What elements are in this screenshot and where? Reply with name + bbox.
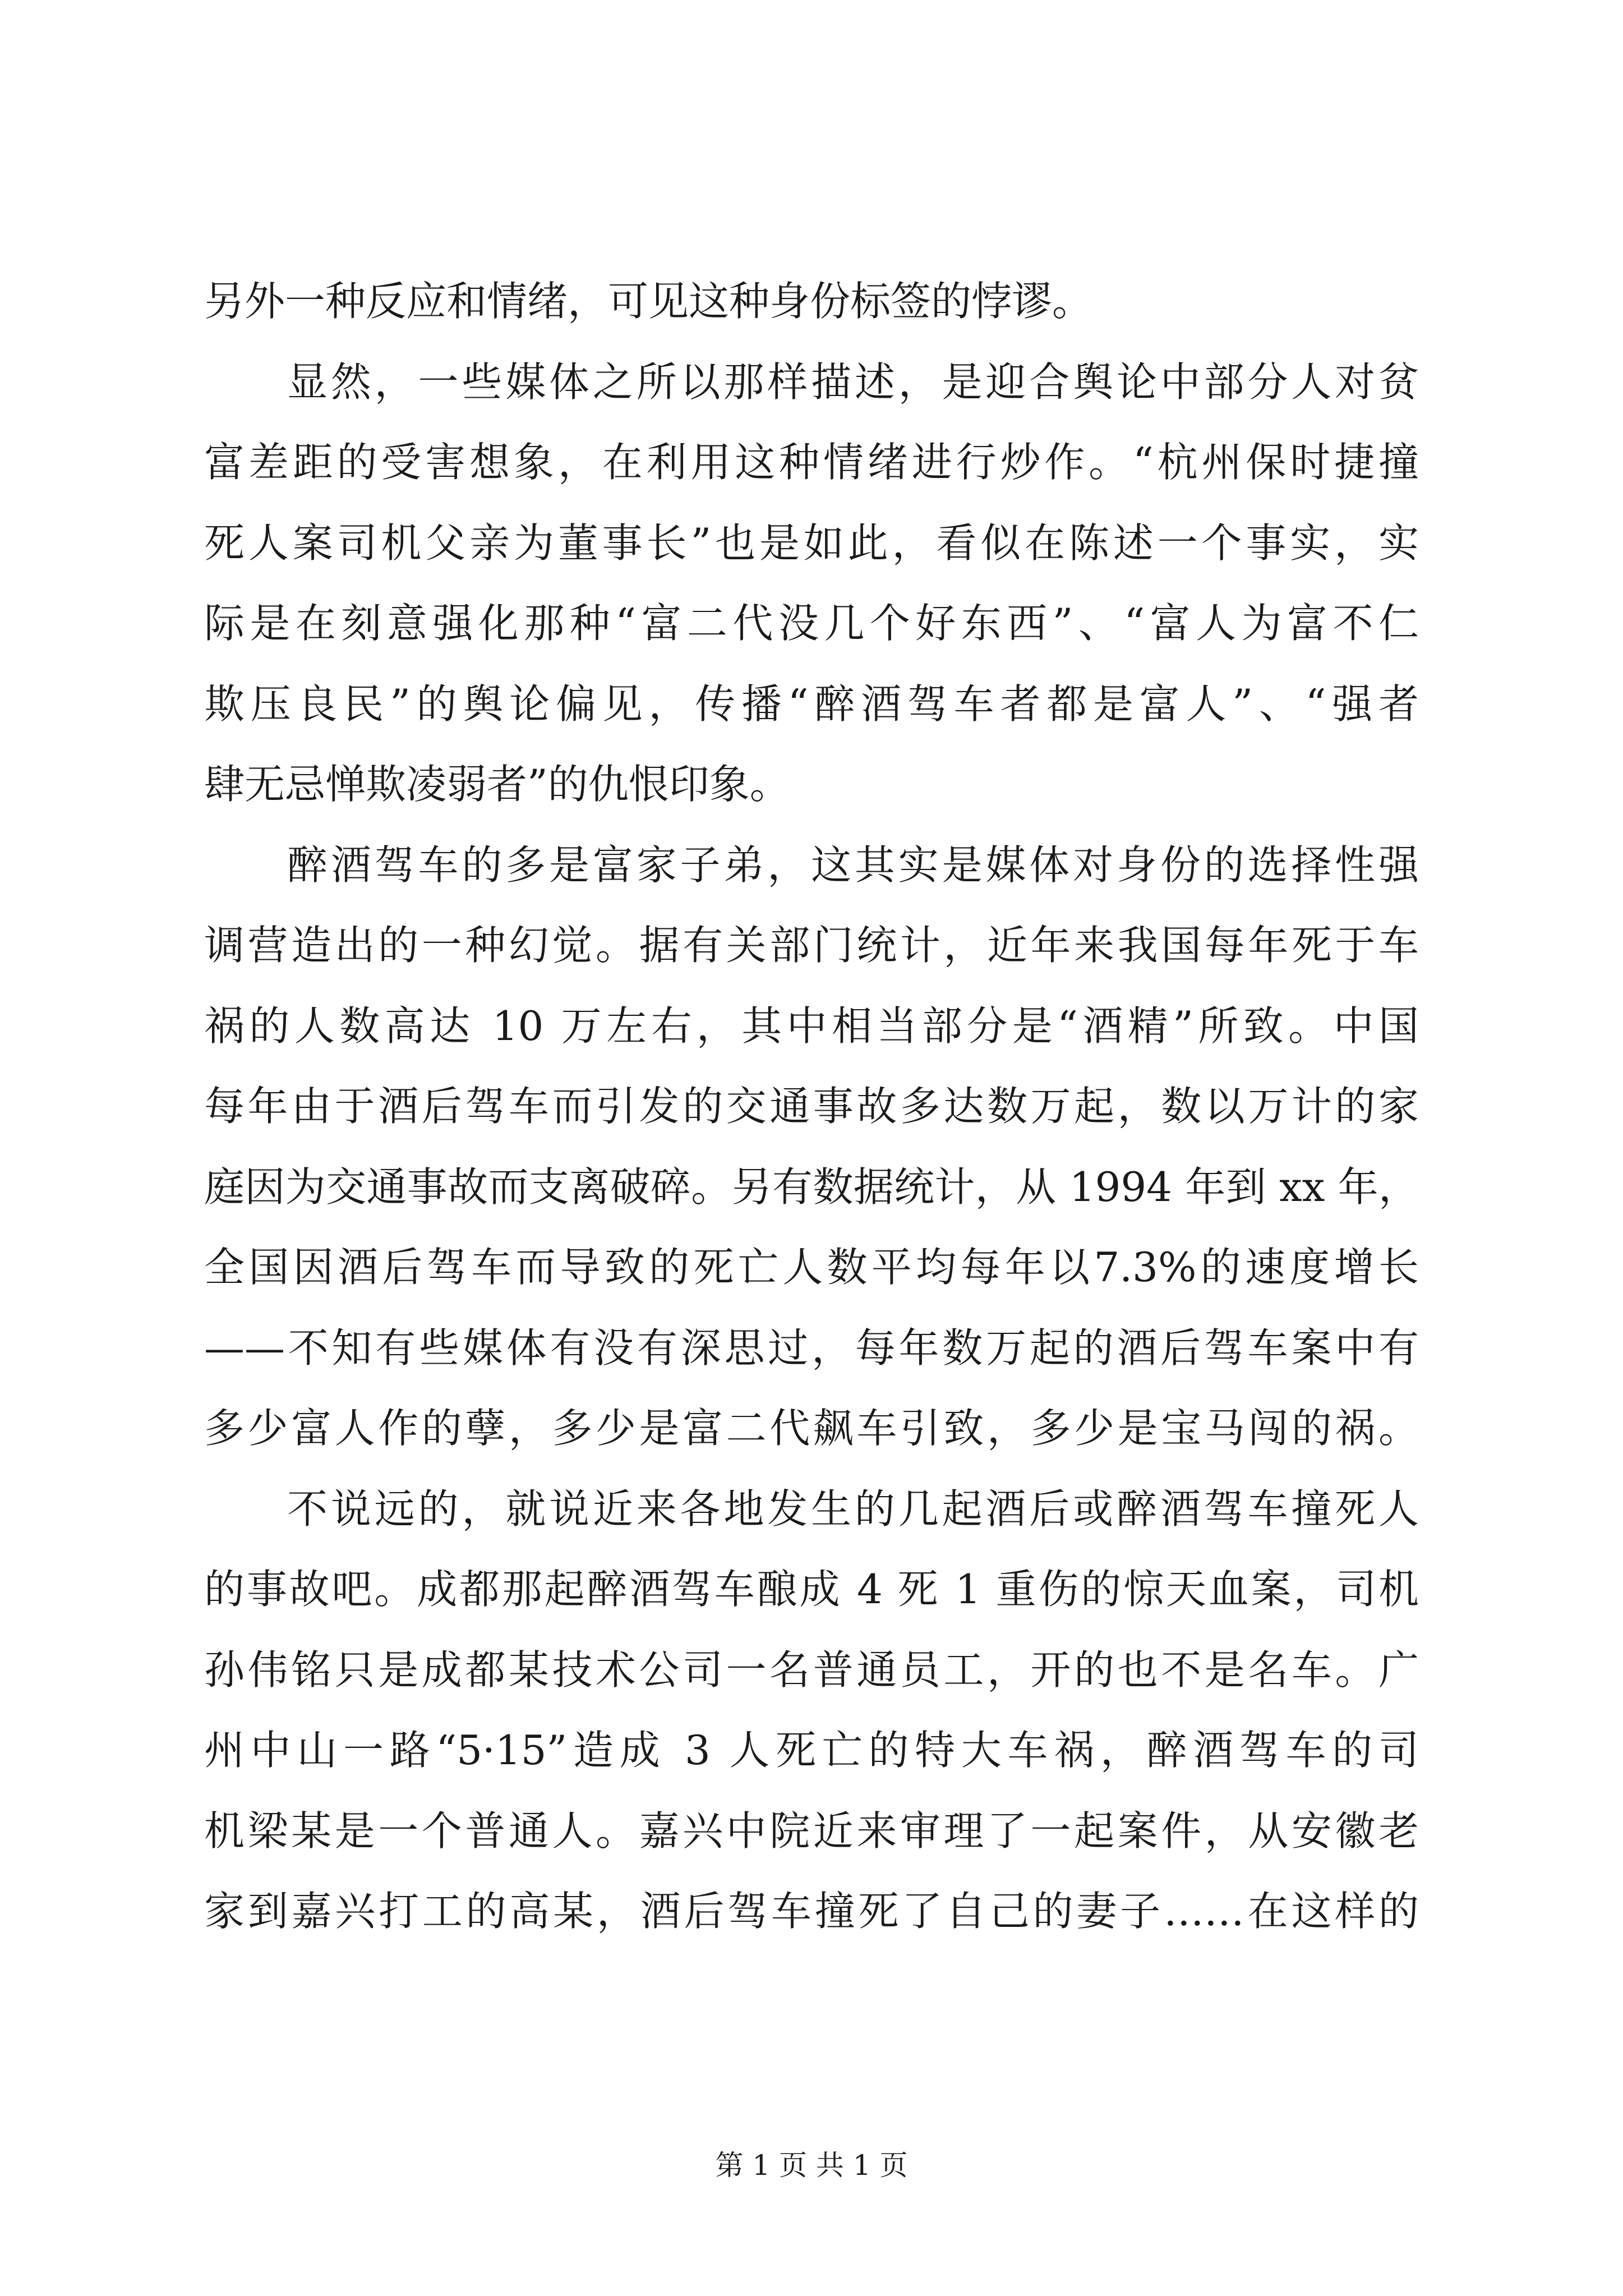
text-line: 多少富人作的孽，多少是富二代飙车引致，多少是宝马闯的祸。	[204, 1405, 1419, 1452]
text-line: 全国因酒后驾车而导致的死亡人数平均每年以7.3%的速度增长	[204, 1244, 1419, 1291]
body-text	[204, 261, 1419, 1952]
text-line: 另外一种反应和情绪，可见这种身份标签的悖谬。	[204, 278, 1093, 325]
text-line: 欺压良民”的舆论偏见，传播“醉酒驾车者都是富人”、“强者	[204, 680, 1419, 728]
text-line: ——不知有些媒体有没有深思过，每年数万起的酒后驾车案中有	[204, 1324, 1419, 1372]
text-line: 富差距的受害想象，在利用这种情绪进行炒作。“杭州保时捷撞	[204, 439, 1419, 486]
page-number-footer: 第 1 页 共 1 页	[715, 2149, 908, 2182]
text-line: 不说远的，就说近来各地发生的几起酒后或醉酒驾车撞死人	[287, 1485, 1419, 1533]
text-line: 际是在刻意强化那种“富二代没几个好东西”、“富人为富不仁	[204, 600, 1419, 647]
text-line: 的事故吧。成都那起醉酒驾车酿成 4 死 1 重伤的惊天血案，司机	[204, 1566, 1419, 1613]
text-line: 祸的人数高达 10 万左右，其中相当部分是“酒精”所致。中国	[204, 1002, 1419, 1050]
text-line: 肆无忌惮欺凌弱者”的仇恨印象。	[204, 761, 790, 808]
text-line: 醉酒驾车的多是富家子弟，这其实是媒体对身份的选择性强	[287, 841, 1419, 889]
text-line: 庭因为交通事故而支离破碎。另有数据统计，从 1994 年到 xx 年，	[204, 1163, 1419, 1211]
text-line: 调营造出的一种幻觉。据有关部门统计，近年来我国每年死于车	[204, 922, 1419, 969]
text-line: 死人案司机父亲为董事长”也是如此，看似在陈述一个事实，实	[204, 519, 1419, 567]
text-line: 机梁某是一个普通人。嘉兴中院近来审理了一起案件，从安徽老	[204, 1807, 1419, 1855]
text-line: 每年由于酒后驾车而引发的交通事故多达数万起，数以万计的家	[204, 1083, 1419, 1130]
text-line: 孙伟铭只是成都某技术公司一名普通员工，开的也不是名车。广	[204, 1646, 1419, 1694]
text-line: 家到嘉兴打工的高某，酒后驾车撞死了自己的妻子……在这样的	[204, 1888, 1419, 1935]
text-line: 州中山一路“5·15”造成 3 人死亡的特大车祸，醉酒驾车的司	[204, 1727, 1419, 1774]
text-line: 显然，一些媒体之所以那样描述，是迎合舆论中部分人对贫	[287, 358, 1419, 406]
